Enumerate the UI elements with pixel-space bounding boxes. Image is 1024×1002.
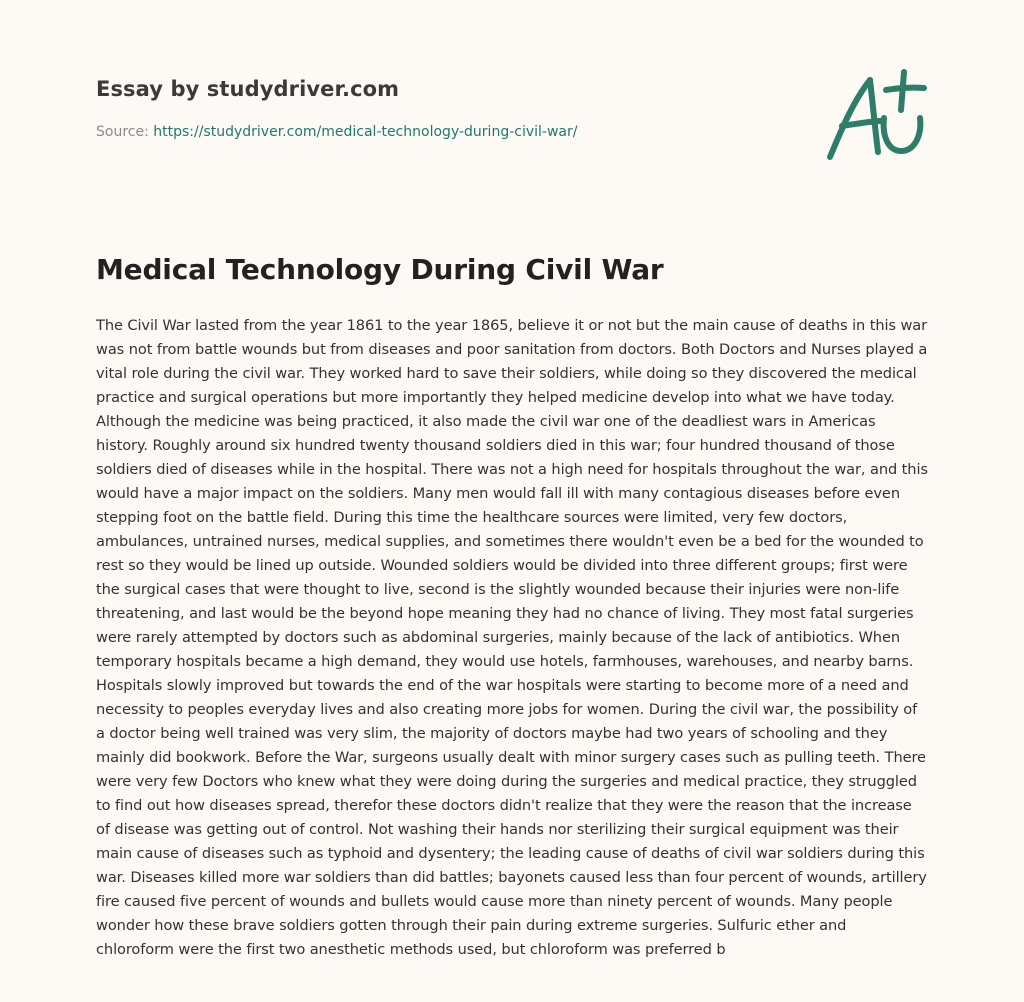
source-line: [96, 124, 577, 140]
source-label: Source:: [96, 124, 149, 140]
essay-body: The Civil War lasted from the year 1861 to the year 1865, believe it or not but the main cause of deaths in this war was not from battle wounds but from diseases and poor sanitation from doctors. Both Doctors and Nurses played a vital role during the civil war. They worked hard to save their soldiers, while doing so they discovered the medical practice and surgical operations but more importantly they helped medicine develop into what we have today. Although the medicine was being practiced, it also made the civil war one of the deadliest wars in Americas history. Roughly around six hundred twenty thousand soldiers died in this war; four hundred thousand of those soldiers died of diseases while in the hospital. There was not a high need for hospitals throughout the war, and this would have a major impact on the soldiers. Many men would fall ill with many contagious diseases before even stepping foot on the battle field. During this time the healthcare sources were limited, very few doctors, ambulances, untrained nurses, medical supplies, and sometimes there wouldn't even be a bed for the wounded to rest so they would be lined up outside. Wounded soldiers would be divided into three different groups; first were the surgical cases that were thought to live, second is the slightly wounded because their injuries were non-life threatening, and last would be the beyond hope meaning they had no chance of living. They most fatal surgeries were rarely attempted by doctors such as abdominal surgeries, mainly because of the lack of antibiotics. When temporary hospitals became a high demand, they would use hotels, farmhouses, warehouses, and nearby barns. Hospitals slowly improved but towards the end of the war hospitals were starting to become more of a need and necessity to peoples everyday lives and also creating more jobs for women. During the civil war, the possibility of a doctor being well trained was very slim, the majority of doctors maybe had two years of schooling and they mainly did bookwork. Before the War, surgeons usually dealt with minor surgery cases such as pulling teeth. There were very few Doctors who knew what they were doing during the surgeries and medical practice, they struggled to find out how diseases spread, therefor these doctors didn't realize that they were the reason that the increase of disease was getting out of control. Not washing their hands nor sterilizing their surgical equipment was their main cause of diseases such as typhoid and dysentery; the leading cause of deaths of civil war soldiers during this war. Diseases killed more war soldiers than did battles; bayonets caused less than four percent of wounds, artillery fire caused five percent of wounds and bullets would cause more than ninety percent of wounds. Many people wonder how these brave soldiers gotten through their pain during extreme surgeries. Sulfuric ether and chloroform were the first two anesthetic methods used, but chloroform was preferred b: [96, 317, 928, 958]
source-link[interactable]: https://studydriver.com/medical-technology-during-civil-war/: [153, 124, 578, 140]
a-plus-logo-icon: [820, 66, 930, 166]
essay-title: Medical Technology During Civil War: [96, 253, 664, 286]
site-name: Essay by studydriver.com: [96, 77, 400, 101]
